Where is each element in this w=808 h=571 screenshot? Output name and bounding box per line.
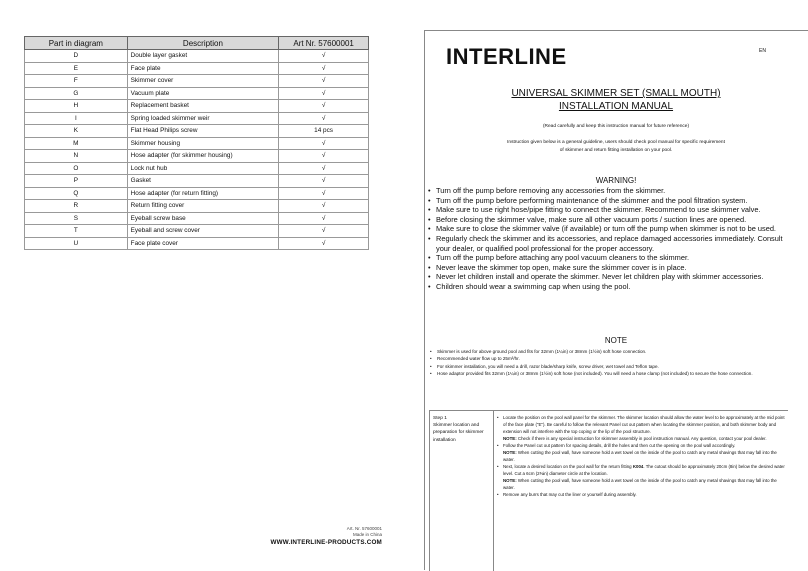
- table-row: [25, 125, 369, 138]
- table-row: [25, 150, 369, 163]
- step-1-title: [433, 415, 491, 444]
- description-cell: Skimmer cover: [127, 75, 279, 88]
- note-item: • Hose adaptor provided fits 32mm (1¼in) or 38mm (1½in) soft hose (not included). You will need a hose clamp (not included) to secure the hose connection.: [430, 370, 785, 377]
- step-bullet-1: • Locate the position on the pool wall panel for the skimmer. The skimmer location should allow the water level to be approximately at the mid point of the face plate ("E"). Be careful to follow the relevant Panel cut out pattern when locating the skimmer position, and both skimmer body and extension will not interfere with the top coping or the lip of the pool structure.: [497, 414, 785, 435]
- part-cell: O: [25, 162, 128, 175]
- description-cell: Gasket: [127, 175, 279, 188]
- description-cell: Flat Head Philips screw: [127, 125, 279, 138]
- art-nr-cell: √: [279, 175, 369, 188]
- table-row: [25, 200, 369, 213]
- description-cell: Vacuum plate: [127, 87, 279, 100]
- fitting-code: K004: [632, 464, 644, 469]
- read-note: (Read carefully and keep this instruction manual for future reference): [542, 124, 690, 129]
- made-in: Made in China: [352, 532, 382, 537]
- page-frame-top: [424, 30, 808, 31]
- part-cell: T: [25, 225, 128, 238]
- note-text: When cutting the pool wall, have someone hold a wet towel on the inside of the pool to catch any metal shavings that may fall into the water.: [503, 478, 777, 490]
- note-text: When cutting the pool wall, have someone hold a wet towel on the inside of the pool to catch any metal shavings that may fall into the water.: [503, 450, 777, 462]
- header-art-nr: Art Nr. 57600001: [279, 37, 369, 50]
- parts-table-body: [25, 50, 369, 250]
- description-cell: Double layer gasket: [127, 50, 279, 63]
- note-label: NOTE:: [503, 450, 517, 455]
- part-cell: F: [25, 75, 128, 88]
- description-cell: Return fitting cover: [127, 200, 279, 213]
- table-row: [25, 187, 369, 200]
- parts-table: [24, 36, 369, 250]
- manual-subtitle: INSTALLATION MANUAL: [558, 101, 674, 112]
- art-nr-cell: √: [279, 225, 369, 238]
- note-label: NOTE:: [503, 478, 517, 483]
- website-link[interactable]: WWW.INTERLINE-PRODUCTS.COM: [270, 539, 382, 546]
- table-row: [25, 225, 369, 238]
- part-cell: S: [25, 212, 128, 225]
- art-nr-cell: √: [279, 112, 369, 125]
- art-nr-cell: √: [279, 137, 369, 150]
- description-cell: Hose adapter (for return fitting): [127, 187, 279, 200]
- table-row: [25, 62, 369, 75]
- table-row: [25, 212, 369, 225]
- step-bullet-4: • Remove any burrs that may cut the liner or yourself during assembly.: [497, 491, 785, 498]
- language-code: EN: [759, 48, 766, 54]
- table-row: [25, 112, 369, 125]
- step-bullet-3: [497, 463, 785, 477]
- art-number: Art. Nr. 57600001: [346, 526, 382, 531]
- art-nr-cell: √: [279, 100, 369, 113]
- table-row: [25, 162, 369, 175]
- step-note-2: [497, 449, 785, 463]
- note-heading: NOTE: [604, 336, 628, 345]
- note-label: NOTE:: [503, 436, 517, 441]
- table-row: [25, 87, 369, 100]
- step-number: Step 1: [433, 416, 447, 421]
- description-cell: Spring loaded skimmer weir: [127, 112, 279, 125]
- part-cell: U: [25, 237, 128, 250]
- part-cell: K: [25, 125, 128, 138]
- warning-item: • Make sure to use right hose/pipe fitting to connect the skimmer. Recommend to use skimmer valve.: [428, 205, 788, 215]
- bullet-text: . The cutout should be approximately 20cm (8in) below the desired water level. Cut a 6cm (2⅜in) diameter circle at the location.: [503, 464, 785, 476]
- art-nr-cell: √: [279, 237, 369, 250]
- part-cell: R: [25, 200, 128, 213]
- note-list: [430, 348, 785, 378]
- description-cell: Replacement basket: [127, 100, 279, 113]
- warning-item: • Never let children install and operate the skimmer. Never let children play with skimmer accessories.: [428, 272, 788, 282]
- parts-table-header: [25, 37, 369, 50]
- warning-item: • Make sure to close the skimmer valve (if available) or turn off the pump when skimmer is not to be used.: [428, 224, 788, 234]
- step-divider: [493, 411, 494, 571]
- table-row: [25, 237, 369, 250]
- part-cell: Q: [25, 187, 128, 200]
- intro-line-1: Instruction given below is a general guideline, users should check pool manual for specific requirement: [507, 140, 725, 145]
- header-part-in-diagram: Part in diagram: [25, 37, 128, 50]
- part-cell: G: [25, 87, 128, 100]
- intro-text: [434, 139, 798, 155]
- art-nr-cell: √: [279, 150, 369, 163]
- step-description: Skimmer location and preparation for skimmer installation: [433, 423, 484, 443]
- art-nr-cell: √: [279, 200, 369, 213]
- description-cell: Eyeball and screw cover: [127, 225, 279, 238]
- intro-line-2: of skimmer and return fitting installation on your pool.: [559, 148, 673, 153]
- art-nr-cell: √: [279, 187, 369, 200]
- warning-item: • Regularly check the skimmer and its accessories, and replace damaged accessories immediately. Consult your dealer, or qualified pool professional for the proper accessory.: [428, 234, 788, 253]
- step-note-3: [497, 477, 785, 491]
- manual-title: UNIVERSAL SKIMMER SET (SMALL MOUTH): [511, 88, 721, 99]
- interline-logo: INTERLINE: [446, 44, 567, 69]
- part-cell: I: [25, 112, 128, 125]
- part-cell: M: [25, 137, 128, 150]
- description-cell: Hose adapter (for skimmer housing): [127, 150, 279, 163]
- warning-item: • Turn off the pump before performing maintenance of the skimmer and the pool filtration system.: [428, 196, 788, 206]
- art-nr-cell: √: [279, 212, 369, 225]
- warning-item: • Turn off the pump before removing any accessories from the skimmer.: [428, 186, 788, 196]
- part-cell: H: [25, 100, 128, 113]
- step-note-1: [497, 435, 785, 442]
- description-cell: Face plate cover: [127, 237, 279, 250]
- step-1-instructions: [497, 414, 785, 498]
- right-page: [404, 0, 808, 570]
- left-page: [0, 0, 404, 570]
- part-cell: D: [25, 50, 128, 63]
- warning-item: • Never leave the skimmer top open, make sure the skimmer cover is in place.: [428, 263, 788, 273]
- description-cell: Lock nut hub: [127, 162, 279, 175]
- art-nr-cell: 14 pcs: [279, 125, 369, 138]
- warning-item: • Turn off the pump before attaching any pool vacuum cleaners to the skimmer.: [428, 253, 788, 263]
- step-1-box: [429, 410, 788, 571]
- warning-item: • Before closing the skimmer valve, make sure all other vacuum ports / suction lines are opened.: [428, 215, 788, 225]
- note-item: • For skimmer installation, you will need a drill, razor blade/sharp knife, screw driver, wet towel and Teflon tape.: [430, 363, 785, 370]
- part-cell: P: [25, 175, 128, 188]
- table-row: [25, 175, 369, 188]
- description-cell: Eyeball screw base: [127, 212, 279, 225]
- art-nr-cell: √: [279, 75, 369, 88]
- table-row: [25, 75, 369, 88]
- table-row: [25, 50, 369, 63]
- art-nr-cell: √: [279, 62, 369, 75]
- note-item: • Skimmer is used for above ground pool and fits for 32mm (1¼in) or 38mm (1½in) soft hose connection.: [430, 348, 785, 355]
- table-row: [25, 100, 369, 113]
- art-nr-cell: √: [279, 162, 369, 175]
- art-nr-cell: √: [279, 87, 369, 100]
- part-cell: E: [25, 62, 128, 75]
- art-number-footer: [347, 526, 382, 538]
- table-row: [25, 137, 369, 150]
- note-item: • Recommended water flow up to 25m³/hr.: [430, 355, 785, 362]
- description-cell: Skimmer housing: [127, 137, 279, 150]
- art-nr-cell: √: [279, 50, 369, 63]
- warning-list: [428, 186, 788, 292]
- bullet-text: Next, locate a desired location on the pool wall for the return fitting: [503, 464, 633, 469]
- step-bullet-2: • Follow the Panel cut out pattern for spacing details, drill the holes and then cut the opening on the pool wall accordingly.: [497, 442, 785, 449]
- part-cell: N: [25, 150, 128, 163]
- warning-item: • Children should wear a swimming cap when using the pool.: [428, 282, 788, 292]
- warning-heading: WARNING!: [595, 176, 637, 185]
- note-text: Check if there is any special instruction for skimmer assembly in pool instruction manual. Any question, contact your pool dealer.: [517, 436, 767, 441]
- description-cell: Face plate: [127, 62, 279, 75]
- header-description: Description: [127, 37, 279, 50]
